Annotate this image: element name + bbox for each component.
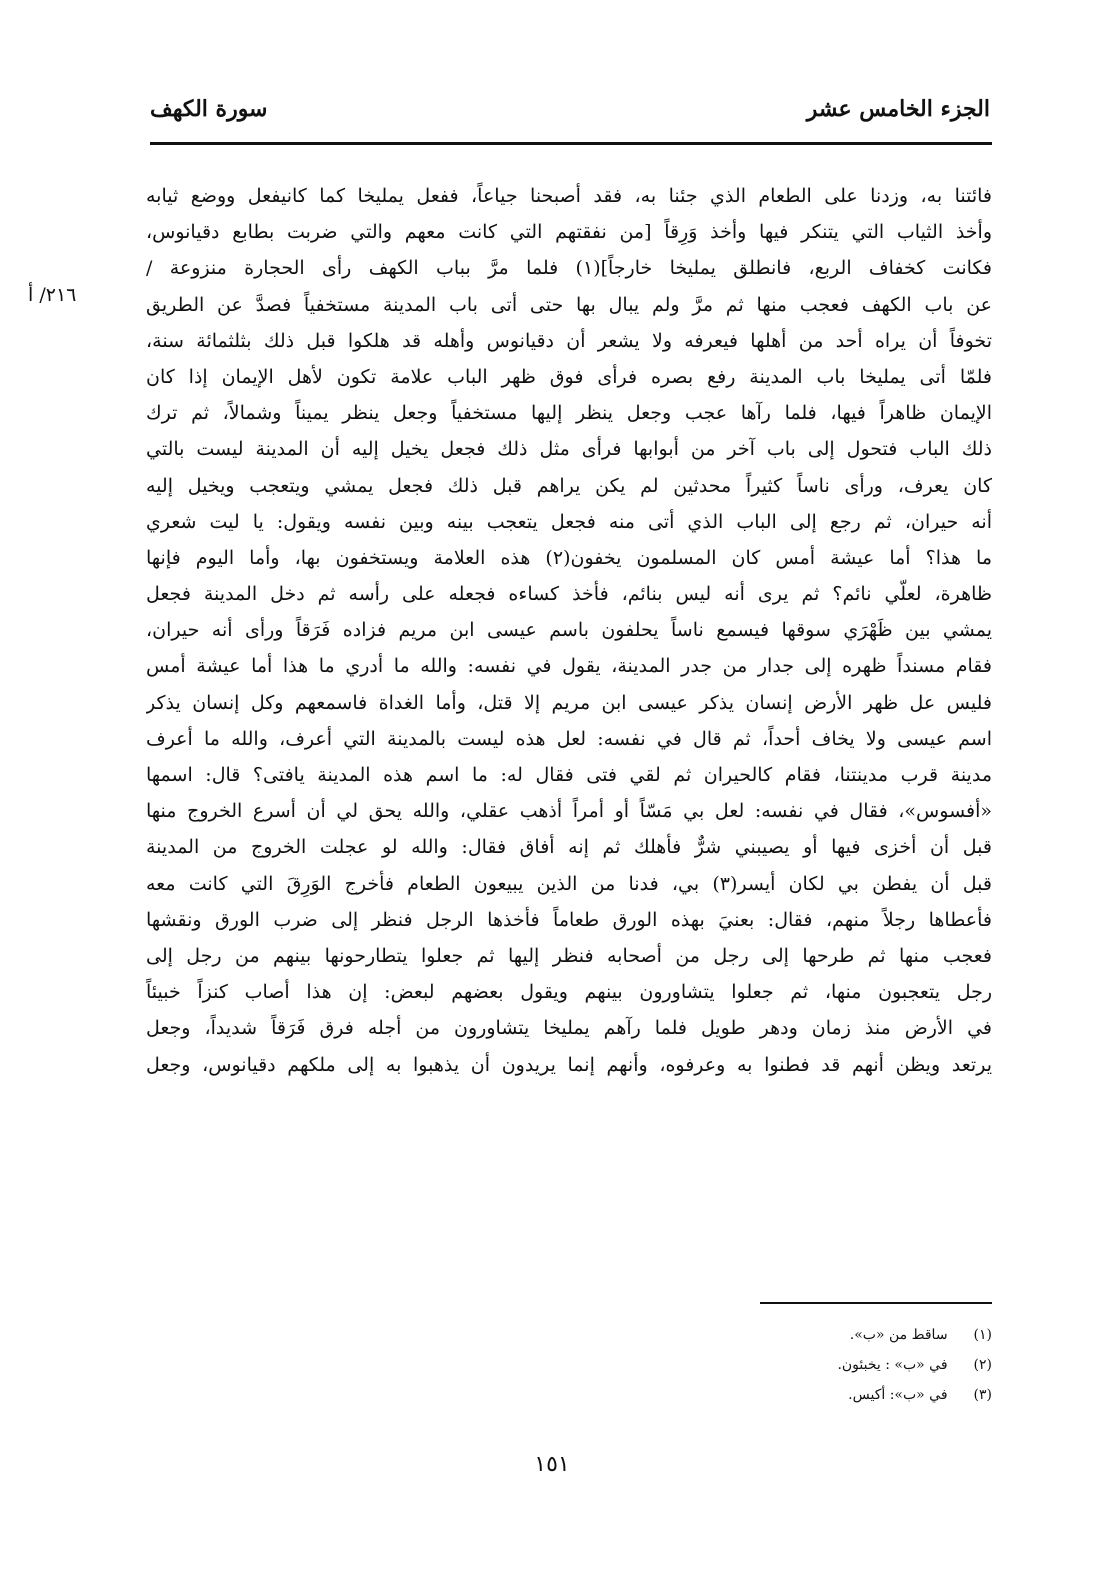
footnote	[500, 1350, 992, 1380]
page-number: ١٥١	[534, 1452, 570, 1477]
text-line: رجل يتعجبون منها، ثم جعلوا يتشاورون بينهم ويقول بعضهم لبعض: إن هذا أصاب كنزاً خبيئاً	[146, 981, 992, 1004]
text-line: عن باب الكهف فعجب منها ثم مرَّ ولم يبال بها حتى أتى باب المدينة مستخفياً فصدَّ عن الطريق	[146, 293, 992, 316]
part-title: الجزء الخامس عشر	[806, 96, 990, 122]
footnote-divider	[760, 1302, 992, 1304]
footnote-number: (١)	[973, 1327, 992, 1343]
footnotes	[500, 1320, 992, 1410]
text-line: فلمّا أتى يمليخا باب المدينة رفع بصره فرأى فوق ظهر الباب علامة تكون لأهل الإيمان إذا كان	[146, 365, 992, 388]
text-line: قبل أن أخزى فيها أو يصيبني شرٌّ فأهلك ثم إنه أفاق فقال: والله لو عجلت الخروج من المدينة	[146, 836, 992, 859]
text-line: فأعطاها رجلاً منهم، فقال: بعنيَ بهذه الورق طعاماً فأخذها الرجل فنظر إلى ضرب الورق ونقشها	[146, 908, 992, 931]
text-line: قبل أن يفطن بي لكان أيسر(٣) بي، فدنا من الذين يبيعون الطعام فأخرج الوَرِقَ التي كانت معه	[146, 872, 992, 895]
text-line: وأخذ الثياب التي يتنكر فيها وأخذ وَرِقاً [من نفقتهم التي كانت معهم والتي ضربت بطابع دقيانوس،	[146, 221, 992, 244]
text-line: ما هذا؟ أما عيشة أمس كان المسلمون يخفون(٢) هذه العلامة ويستخفون بها، وأما اليوم فإنها	[146, 546, 992, 569]
text-line: في الأرض منذ زمان ودهر طويل فلما رآهم يمليخا يتشاورون من أجله فرق فَرَقاً شديداً، وجعل	[146, 1017, 992, 1040]
text-line: الإيمان ظاهراً فيها، فلما رآها عجب وجعل ينظر إليها مستخفياً وجعل ينظر يميناً وشمالاً، ثم ترك	[146, 402, 992, 425]
footnote	[500, 1320, 992, 1350]
footnote-number: (٢)	[973, 1357, 992, 1373]
running-header	[150, 96, 990, 132]
surah-title: سورة الكهف	[150, 96, 268, 122]
text-line: فائتنا به، وزدنا على الطعام الذي جئنا به، فقد أصبحنا جياعاً، ففعل يمليخا كما كانيفعل ووضع ثيابه	[146, 185, 992, 207]
text-line: فقام مسنداً ظهره إلى جدار من جدر المدينة، يقول في نفسه: والله ما أدري ما هذا أما عيشة أمس	[146, 655, 992, 678]
footnote	[500, 1380, 992, 1410]
text-line: فكانت كخفاف الربع، فانطلق يمليخا خارجاً](١) فلما مرَّ بباب الكهف رأى الحجارة منزوعة /	[146, 257, 992, 280]
text-line: فليس عل ظهر الأرض إنسان يذكر عيسى ابن مريم إلا قتل، وأما الغداة فاسمعهم وكل إنسان يذكر	[146, 691, 992, 714]
text-line: كان يعرف، ورأى ناساً كثيراً محدثين لم يكن يراهم قبل ذلك فجعل يمشي ويتعجب ويخيل إليه	[146, 474, 992, 497]
text-line: أنه حيران، ثم رجع إلى الباب الذي أتى منه فجعل يتعجب بينه وبين نفسه ويقول: يا ليت شعري	[146, 510, 992, 533]
body-text	[146, 178, 992, 1083]
text-line: مدينة قرب مدينتنا، فقام كالحيران ثم لقي فتى فقال له: ما اسم هذه المدينة يافتى؟ قال: اسمها	[146, 764, 992, 786]
text-line: فعجب منها ثم طرحها إلى رجل من أصحابه فنظر إليها ثم جعلوا يتطارحونها بينهم من رجل إلى	[146, 944, 992, 967]
footnote-number: (٣)	[973, 1387, 992, 1403]
footnote-text: ساقط من «ب».	[849, 1327, 948, 1343]
text-line: ظاهرة، لعلّي نائم؟ ثم يرى أنه ليس بنائم، فأخذ كساءه فجعله على رأسه ثم دخل المدينة فجعل	[146, 583, 992, 606]
text-line: يمشي بين ظَهْرَي سوقها فيسمع ناساً يحلفون باسم عيسى ابن مريم فزاده فَرَقاً ورأى أنه حيران،	[146, 619, 992, 642]
footnote-text: في «ب» : يخبئون.	[837, 1357, 948, 1373]
footnote-text: في «ب»: أكيس.	[848, 1387, 948, 1403]
text-line: ذلك الباب فتحول إلى باب آخر من أبوابها فرأى مثل ذلك فجعل يخيل إليه أن المدينة ليست بالتي	[146, 438, 992, 461]
text-line: «أفسوس»، فقال في نفسه: لعل بي مَسّاً أو أمراً أذهب عقلي، والله يحق لي أن أسرع الخروج منها	[146, 800, 992, 823]
text-line: يرتعد ويظن أنهم قد فطنوا به وعرفوه، وأنهم إنما يريدون أن يذهبوا به إلى ملكهم دقيانوس، وجعل	[146, 1053, 992, 1076]
text-line: اسم عيسى ولا يخاف أحداً، ثم قال في نفسه: لعل هذه ليست بالمدينة التي أعرف، والله ما أعرف	[146, 727, 992, 750]
folio-margin-note: ٢١٦/ أ	[28, 284, 77, 306]
text-line: تخوفاً أن يراه أحد من أهلها فيعرفه ولا يشعر أن دقيانوس وأهله قد هلكوا قبل ذلك بثلثمائة سنة،	[146, 329, 992, 352]
header-divider	[150, 142, 992, 145]
